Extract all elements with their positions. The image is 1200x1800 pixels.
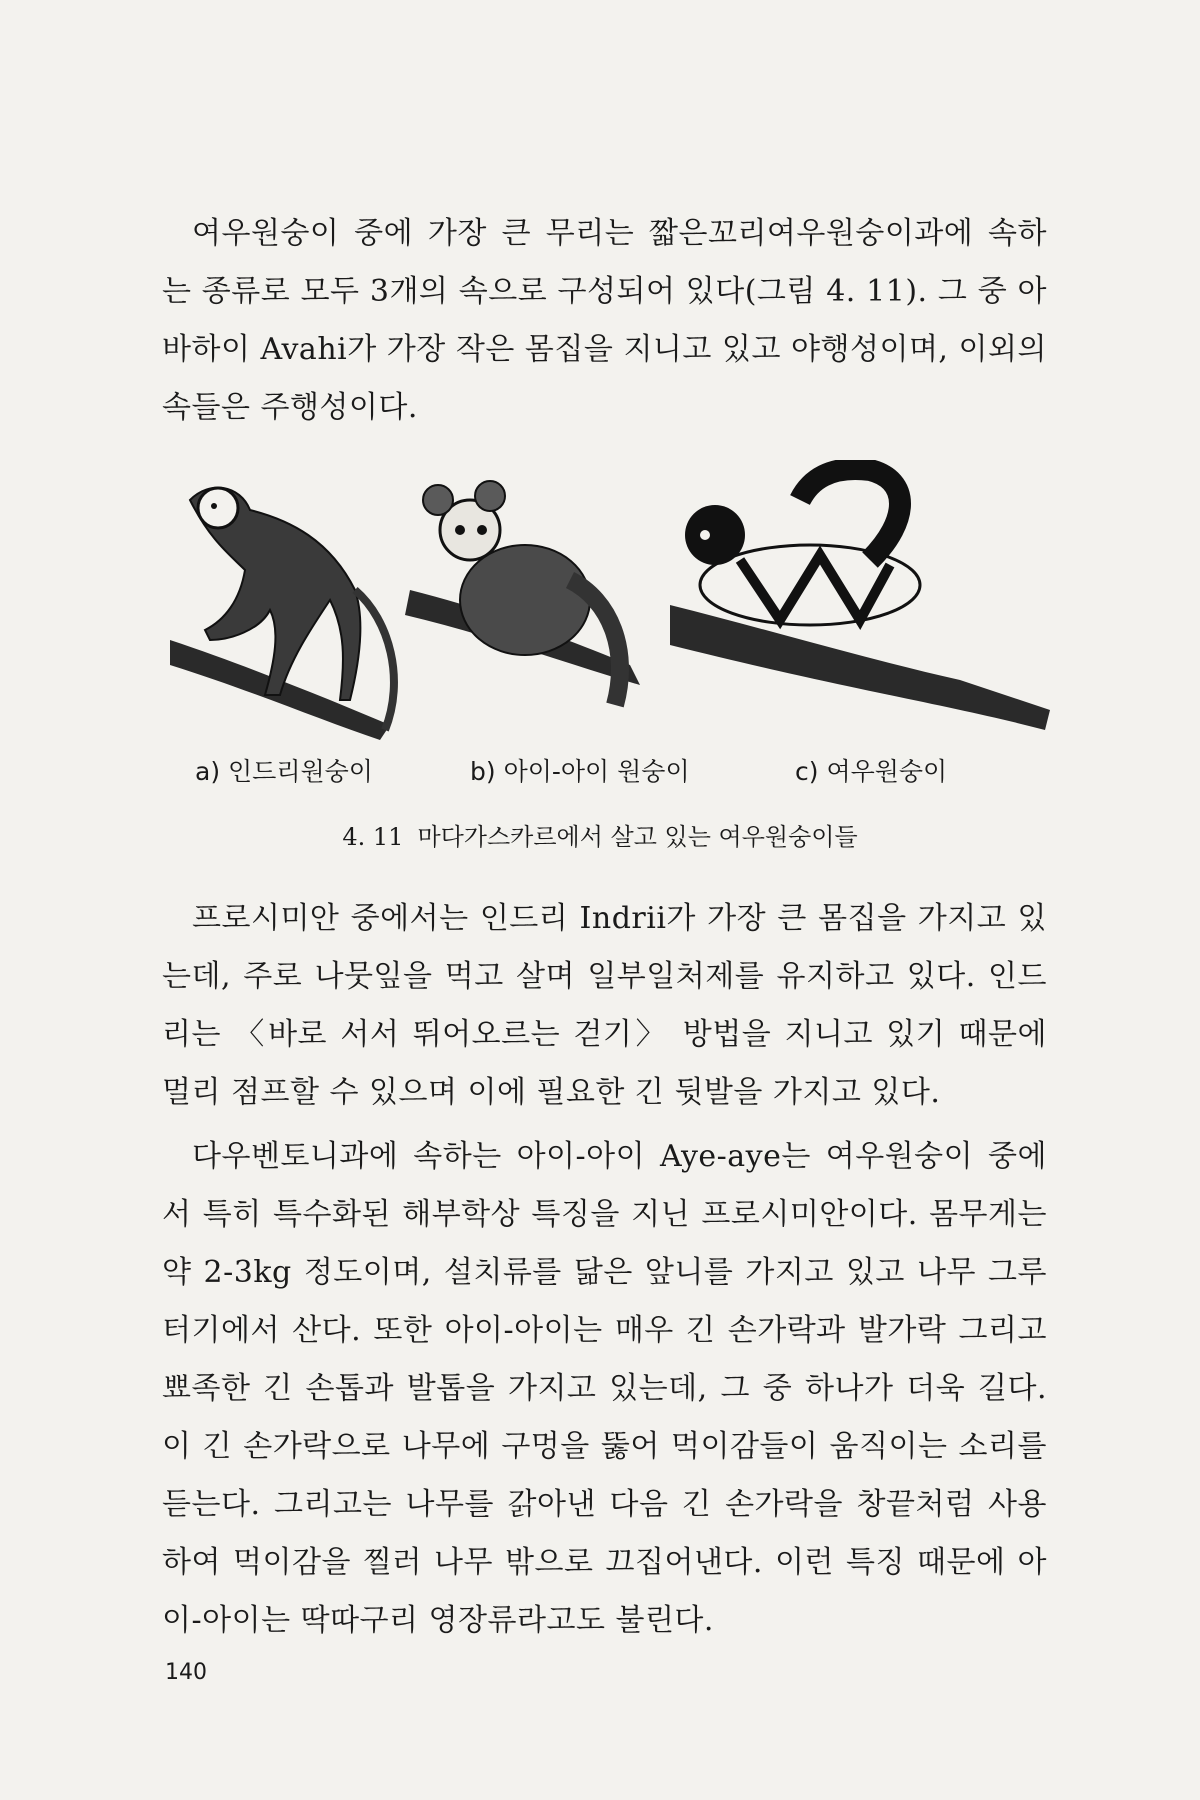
ruffed-lemur-illustration [670,469,1050,730]
figure-title-text: 마다가스카르에서 살고 있는 여우원숭이들 [417,823,858,851]
caption-c: c) 여우원숭이 [795,757,948,786]
paragraph-1: 여우원숭이 중에 가장 큰 무리는 짧은꼬리여우원숭이과에 속하는 종류로 모두 3개의 속으로 구성되어 있다(그림 4. 11). 그 중 아바하이 Avahi가 가장 작은 몸집을 지니고 있고 야행성이며, 이외의 속들은 주행성이다. [162,216,1047,425]
figure-illustration [170,460,1050,750]
figure-number: 4. 11 [342,823,404,851]
page-number: 140 [165,1660,207,1685]
paragraph-3: 다우벤토니과에 속하는 아이-아이 Aye-aye는 여우원숭이 중에서 특히 특수화된 해부학상 특징을 지닌 프로시미안이다. 몸무게는 약 2-3kg 정도이며, 설치류를 닮은 앞니를 가지고 있고 나무 그루터기에서 산다. 또한 아이-아이는 매우 긴 손가락과 발가락 그리고 뾰족한 긴 손톱과 발톱을 가지고 있는데, 그 중 하나가 더욱 길다. 이 긴 손가락으로 나무에 구멍을 뚫어 먹이감들이 움직이는 소리를 듣는다. 그리고는 나무를 갉아낸 다음 긴 손가락을 창끝처럼 사용하여 먹이감을 찔러 나무 밖으로 끄집어낸다. 이런 특징 때문에 아이-아이는 딱따구리 영장류라고도 불린다. [162,1139,1047,1638]
caption-a: a) 인드리원숭이 [195,757,373,786]
figure-captions [170,752,1050,792]
figure-title [0,817,1200,852]
indri-illustration [170,488,394,740]
aye-aye-illustration [405,481,640,705]
caption-b: b) 아이-아이 원숭이 [470,757,690,786]
paragraph-2: 프로시미안 중에서는 인드리 Indrii가 가장 큰 몸집을 가지고 있는데, 주로 나뭇잎을 먹고 살며 일부일처제를 유지하고 있다. 인드리는 〈바로 서서 뛰어오르는 걷기〉 방법을 지니고 있기 때문에 멀리 점프할 수 있으며 이에 필요한 긴 뒷발을 가지고 있다. [162,901,1047,1110]
